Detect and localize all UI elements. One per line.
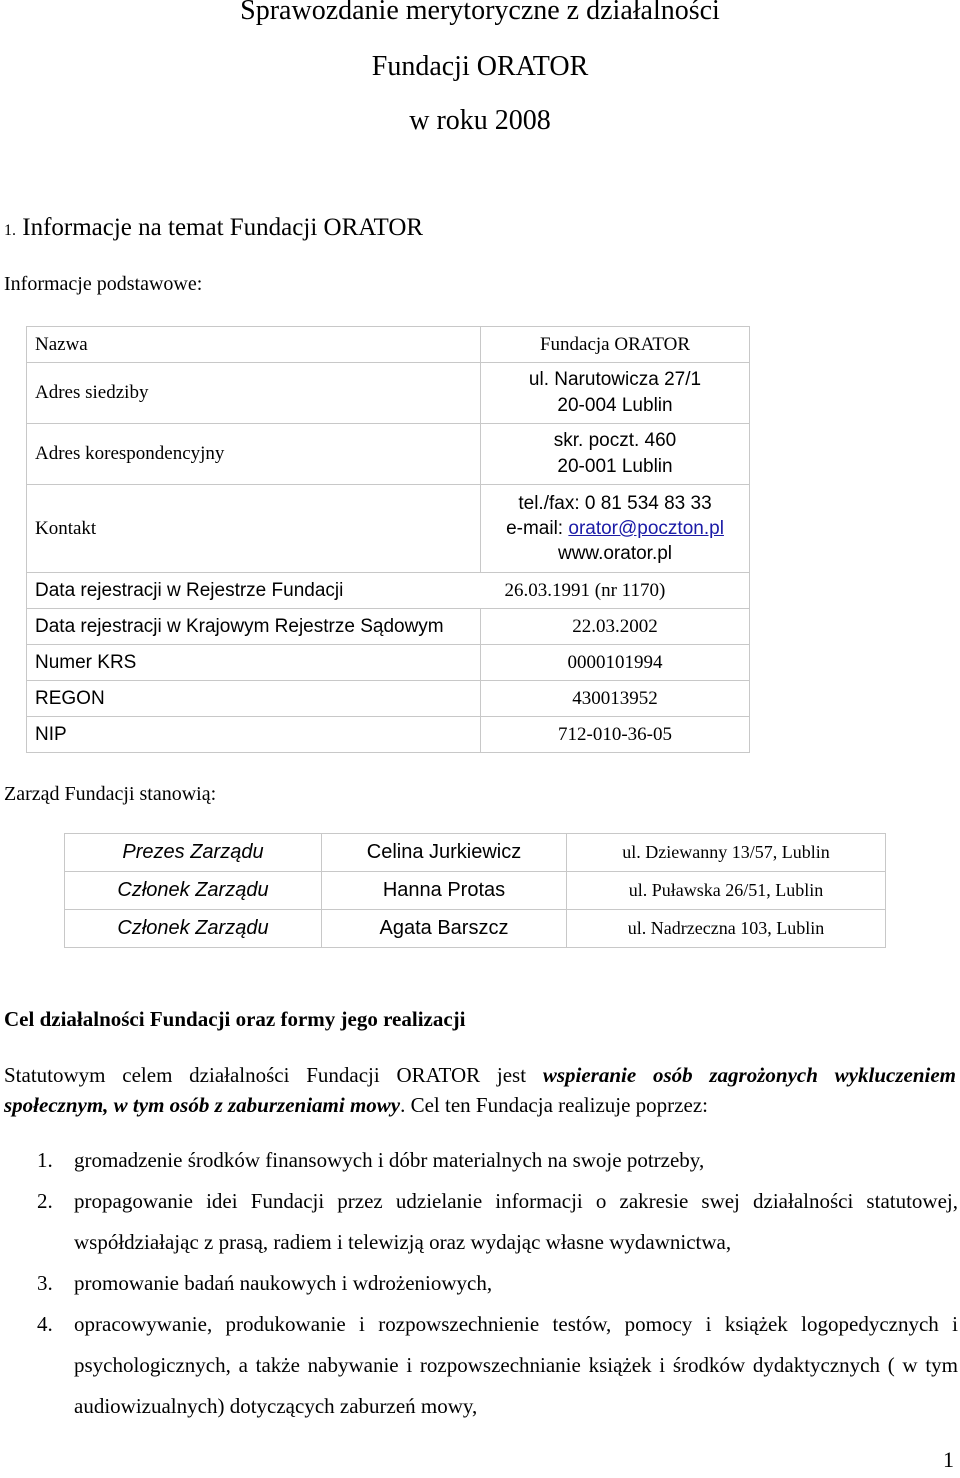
report-title-line-2: Fundacji ORATOR <box>371 51 589 82</box>
krs-number-value: 0000101994 <box>481 645 750 681</box>
seat-line-1: ul. Narutowicza 27/1 <box>528 369 702 390</box>
contact-label: Kontakt <box>27 485 481 573</box>
name-value: Fundacja ORATOR <box>481 327 750 363</box>
seat-line-2: 20-004 Lublin <box>557 395 673 416</box>
mail-address-line-1: skr. poczt. 460 <box>553 430 677 451</box>
list-item <box>0 1181 958 1263</box>
goals-list <box>0 1140 958 1427</box>
list-item-number: 1. <box>37 1148 53 1172</box>
list-item-text: gromadzenie środków finansowych i dóbr materialnych na swoje potrzeby, <box>74 1148 705 1172</box>
list-item-text: promowanie badań naukowych i wdrożeniowych, <box>74 1271 493 1295</box>
goals-paragraph <box>4 1060 956 1120</box>
foundation-registry-date-value: 26.03.1991 (nr 1170) <box>481 573 750 609</box>
report-title-line-1: Sprawozdanie merytoryczne z działalności <box>240 0 720 26</box>
board-heading: Zarząd Fundacji stanowią: <box>4 783 217 805</box>
contact-email-link[interactable]: orator@poczton.pl <box>568 518 724 539</box>
mail-address-line-2: 20-001 Lublin <box>557 456 673 477</box>
board-member-address: ul. Puławska 26/51, Lublin <box>567 872 886 910</box>
regon-value: 430013952 <box>481 681 750 717</box>
section-1-number: 1. <box>4 222 16 239</box>
board-member-name: Hanna Protas <box>322 872 567 910</box>
contact-phone: tel./fax: 0 81 534 83 33 <box>518 493 712 514</box>
basic-info-subheading: Informacje podstawowe: <box>4 273 203 295</box>
report-title-line-3: w roku 2008 <box>409 105 551 136</box>
list-item <box>0 1304 958 1427</box>
board-row <box>65 834 886 872</box>
board-row <box>65 872 886 910</box>
contact-website: www.orator.pl <box>557 543 673 564</box>
board-member-name: Agata Barszcz <box>322 910 567 948</box>
krs-number-label: Numer KRS <box>27 645 481 681</box>
list-item-text: propagowanie idei Fundacji przez udzielanie informacji o zakresie swej działalności statutowej, współdziałając z prasą, radiem i telewizją oraz wydając własne wydawnictwa, <box>74 1189 958 1254</box>
contact-email-row <box>481 516 749 541</box>
mail-address-label: Adres korespondencyjny <box>27 424 481 485</box>
nip-value: 712-010-36-05 <box>481 717 750 753</box>
foundation-info-table <box>26 326 750 753</box>
list-item <box>0 1263 958 1304</box>
nip-label: NIP <box>27 717 481 753</box>
goals-paragraph-end: . Cel ten Fundacja realizuje poprzez: <box>400 1093 708 1117</box>
goals-paragraph-emphasis: wspieranie osób zagrożonych wykluczeniem społecznym, w tym osób z zaburzeniami mowy <box>4 1063 956 1117</box>
list-item <box>0 1140 958 1181</box>
regon-label: REGON <box>27 681 481 717</box>
seat-label: Adres siedziby <box>27 363 481 424</box>
board-role: Członek Zarządu <box>65 910 322 948</box>
goals-heading: Cel działalności Fundacji oraz formy jego realizacji <box>4 1007 466 1031</box>
contact-email-prefix: e-mail: <box>506 518 569 539</box>
krs-registry-date-label: Data rejestracji w Krajowym Rejestrze Sądowym <box>27 609 481 645</box>
section-1-title: Informacje na temat Fundacji ORATOR <box>22 214 424 241</box>
board-table <box>64 833 886 948</box>
list-item-text: opracowywanie, produkowanie i rozpowszechnienie testów, pomocy i książek logopedycznych i psychologicznych, a także nabywanie i rozpowszechnianie książek i środków dydaktycznych ( w tym audiowizualnych) dotyczących zaburzeń mowy, <box>74 1312 958 1418</box>
board-row <box>65 910 886 948</box>
krs-registry-date-value: 22.03.2002 <box>481 609 750 645</box>
list-item-number: 3. <box>37 1271 53 1295</box>
board-member-address: ul. Nadrzeczna 103, Lublin <box>567 910 886 948</box>
goals-paragraph-start: Statutowym celem działalności Fundacji ORATOR jest <box>4 1063 543 1087</box>
list-item-number: 2. <box>37 1189 53 1213</box>
page-number: 1 <box>943 1447 954 1472</box>
board-member-address: ul. Dziewanny 13/57, Lublin <box>567 834 886 872</box>
section-1-heading <box>4 212 423 247</box>
name-label: Nazwa <box>27 327 481 363</box>
board-role: Prezes Zarządu <box>65 834 322 872</box>
foundation-registry-date-label: Data rejestracji w Rejestrze Fundacji <box>27 573 481 609</box>
board-member-name: Celina Jurkiewicz <box>322 834 567 872</box>
list-item-number: 4. <box>37 1312 53 1336</box>
board-role: Członek Zarządu <box>65 872 322 910</box>
